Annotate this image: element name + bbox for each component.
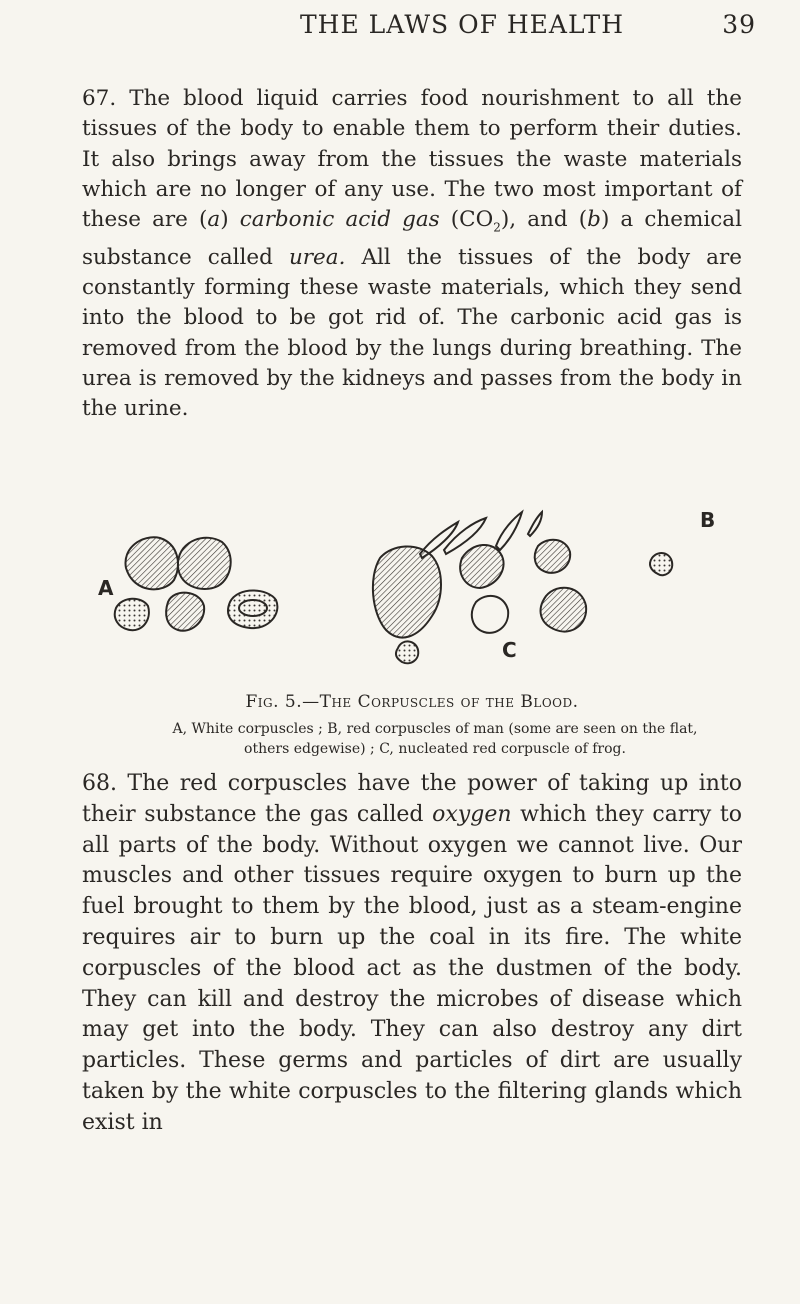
text-run: ) (220, 207, 240, 233)
figure-label-c: C (502, 638, 517, 662)
red-corpuscles-group (373, 512, 672, 663)
text-run: All the tissues of the body are constantly forming these waste materials, which they send into the blood to be got rid of. The carbonic acid gas is removed from the blood by the lungs during breathing. The urea is removed by the kidneys and passes from the body in the urine. (82, 244, 742, 422)
text-run: The red corpuscles have the power of taking up into their substance the gas called (82, 771, 742, 827)
text-run: which they carry to all parts of the body. Without oxygen we cannot live. Our muscles and other tissues require oxygen to burn up the fuel brought to them by the blood, just as a steam-engine requires air to burn up the coal in its fire. The white corpuscles of the blood act as the dustmen of the body. They can kill and destroy the microbes of disease which may get into the body. They can also destroy any dirt particles. These germs and particles of dirt are usually taken by the white corpuscles to the filtering glands which exist in (82, 801, 742, 1135)
running-header (0, 8, 800, 48)
paragraph-68 (82, 769, 742, 1139)
italic-term: carbonic acid gas (239, 207, 440, 233)
italic-term: urea. (288, 244, 346, 270)
white-corpuscles-group (115, 537, 278, 630)
subscript: 2 (493, 220, 501, 235)
corpuscles-figure (82, 498, 742, 688)
paragraph-number: 67. (82, 86, 117, 111)
figure-label-b: B (700, 508, 716, 532)
italic-letter: b (587, 207, 601, 233)
figure-caption-text: A, White corpuscles ; B, red corpuscles of man (some are seen on the flat, others edgewise) ; C, nucleated red corpuscle of frog. (172, 721, 698, 757)
figure-caption-title: Fig. 5.—The Corpuscles of the Blood. (245, 692, 579, 712)
paragraph-number: 68. (82, 771, 117, 796)
figure-label-a: A (98, 576, 114, 600)
page-number: 39 (722, 10, 756, 39)
text-run: The blood liquid carries food nourishment to all the tissues of the body to enable them to perform their duties. It also brings away from the tissues the waste materials which are no longer of any use. The two most important of these are ( (82, 86, 742, 233)
running-title: THE LAWS OF HEALTH (300, 10, 625, 39)
text-run: (CO (439, 207, 494, 233)
italic-letter: a (207, 207, 221, 233)
corpuscles-illustration (82, 498, 742, 688)
text-run: ) a chemical substance called (82, 207, 742, 270)
paragraph-67 (82, 84, 742, 425)
italic-term: oxygen (432, 801, 512, 827)
text-run: ), and ( (500, 207, 588, 233)
